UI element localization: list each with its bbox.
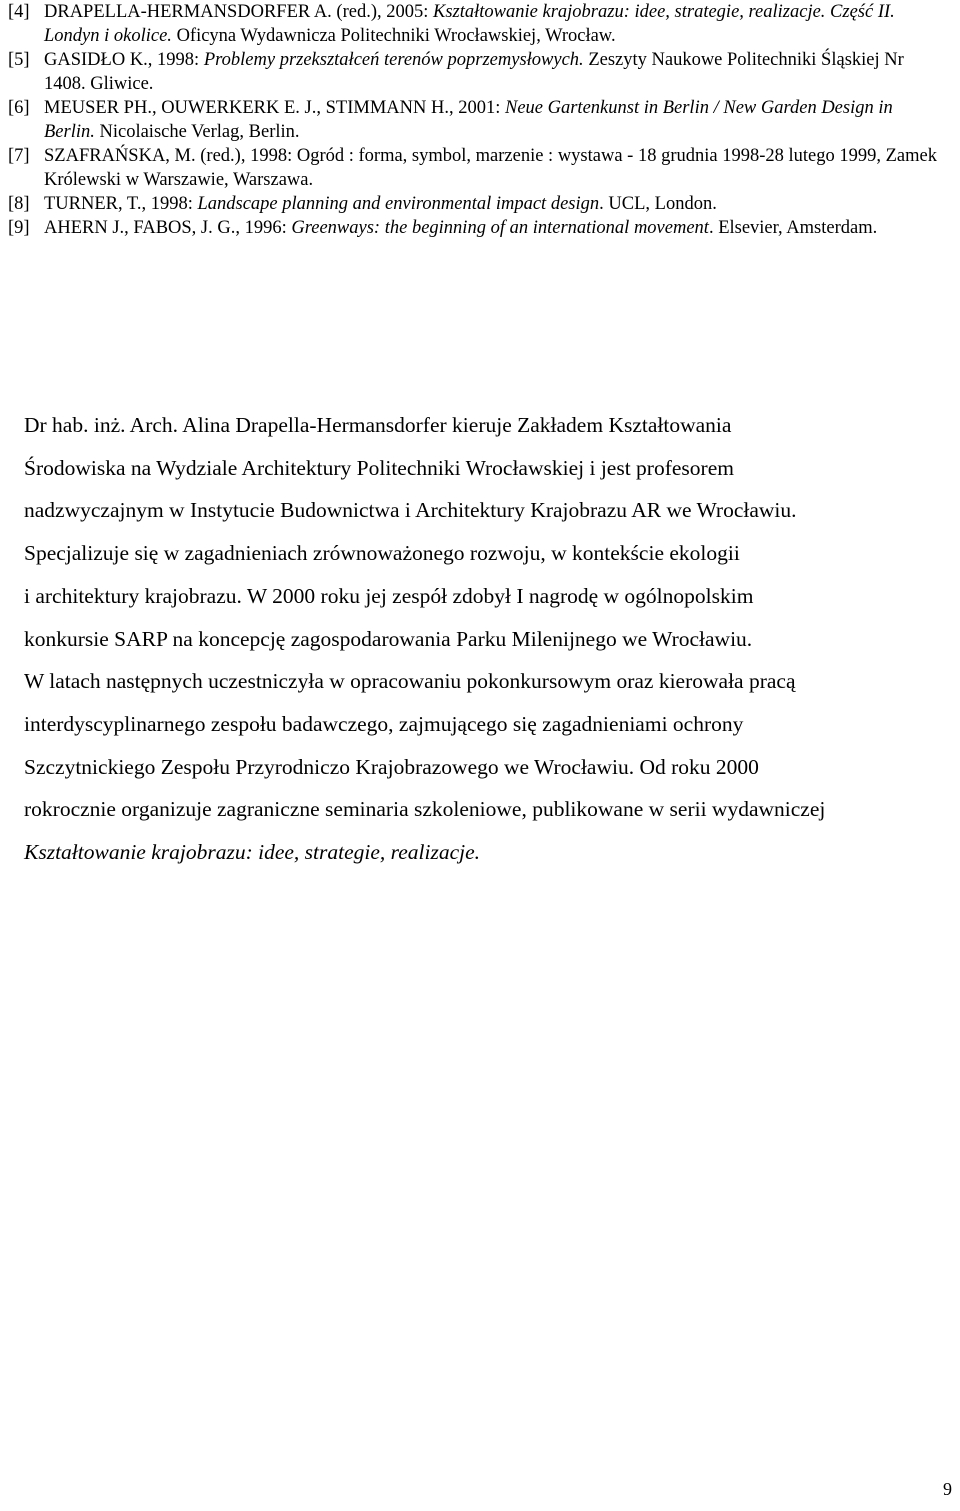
reference-number: [8] [8,194,30,214]
reference-text [44,216,948,240]
reference-segment: Oficyna Wydawnicza Politechniki Wrocławskiej, Wrocław. [171,26,616,46]
reference-segment: Nicolaische Verlag, Berlin. [94,122,300,142]
reference-title: Kształtowanie krajobrazu: idee, strategie, realizacje. Część II. Londyn i okolice. [44,2,895,46]
reference-item [8,192,948,216]
reference-text [44,0,948,48]
bio-line: Szczytnickiego Zespołu Przyrodniczo Krajobrazowego we Wrocławiu. Od roku 2000 [24,754,759,779]
reference-segment: DRAPELLA-HERMANSDORFER A. (red.), 2005: [44,2,434,22]
reference-number: [7] [8,146,30,166]
reference-segment: TURNER, T., 1998: [44,194,198,214]
bio-line: Kształtowanie krajobrazu: idee, strategie, realizacje. [24,840,481,865]
reference-segment: GASIDŁO K., 1998: [44,50,204,70]
reference-text [44,48,948,96]
bio-line: Dr hab. inż. Arch. Alina Drapella-Hermansdorfer kieruje Zakładem Kształtowania [24,413,732,437]
reference-text [44,144,948,192]
bio-line: rokrocznie organizuje zagraniczne seminaria szkoleniowe, publikowane w serii wydawniczej [24,797,826,822]
reference-text [44,96,948,144]
reference-number: [9] [8,218,30,238]
reference-title: Neue Gartenkunst in Berlin / New Garden Design in Berlin. [44,98,893,142]
reference-segment: SZAFRAŃSKA, M. (red.), 1998: Ogród : forma, symbol, marzenie : wystawa - 18 grudnia 1998-28 lutego 1999, Zamek Królewski w Warszawie, Warszawa. [44,146,937,190]
reference-segment: AHERN J., FABOS, J. G., 1996: [44,218,292,238]
reference-segment: MEUSER PH., OUWERKERK E. J., STIMMANN H., 2001: [44,98,505,118]
reference-item [8,216,948,240]
reference-number: [4] [8,2,30,22]
reference-item [8,48,948,96]
bio-line: Specjalizuje się w zagadnieniach zrównoważonego rozwoju, w kontekście ekologii [24,541,740,566]
reference-title: Greenways: the beginning of an international movement [291,218,709,238]
reference-text [44,192,948,216]
reference-title: Problemy przekształceń terenów poprzemysłowych. [203,50,584,70]
bio-line: Środowiska na Wydziale Architektury Politechniki Wrocławskiej i jest profesorem [24,455,734,480]
bio-line: konkursie SARP na koncepcję zagospodarowania Parku Milenijnego we Wrocławiu. [24,626,753,651]
reference-segment: . Elsevier, Amsterdam. [708,218,878,238]
bio-line: interdyscyplinarnego zespołu badawczego, zajmującego się zagadnieniami ochrony [24,711,744,736]
reference-item [8,144,948,192]
page-number: 9 [943,1479,952,1499]
reference-segment: Zeszyty Naukowe Politechniki Śląskiej Nr 1408. Gliwice. [44,50,904,94]
reference-number: [6] [8,98,30,118]
bio-line: i architektury krajobrazu. W 2000 roku jej zespół zdobył I nagrodę w ogólnopolskim [24,583,754,608]
reference-item [8,0,948,48]
reference-segment: . UCL, London. [599,194,717,214]
bio-line: nadzwyczajnym w Instytucie Budownictwa i Architektury Krajobrazu AR we Wrocławiu. [24,498,797,523]
reference-item [8,96,948,144]
bio-line: W latach następnych uczestniczyła w opracowaniu pokonkursowym oraz kierowała pracą [24,669,796,694]
reference-number: [5] [8,50,30,70]
author-bio [24,404,954,874]
reference-list [8,0,948,240]
reference-title: Landscape planning and environmental impact design [197,194,600,214]
